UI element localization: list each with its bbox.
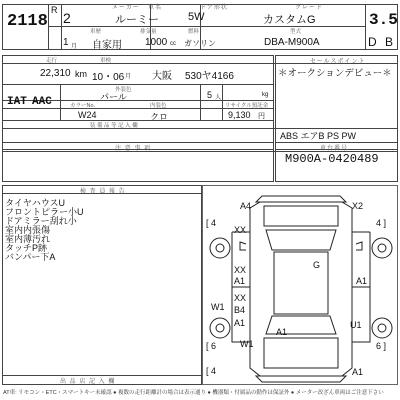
label-model: 型式 [290,29,302,35]
inspector-item: 室内薄汚れ [5,234,51,244]
lot-number: 2118 [7,12,48,31]
damage-code: A1 [356,276,368,286]
transmission: IAT [7,96,27,108]
mileage-unit: km [75,69,87,79]
chassis-label: 車台番号 [320,146,349,152]
sales-point-title: セールスポイント [310,59,366,65]
month-unit: 月 [71,44,78,50]
label-fuel: 燃料 [188,29,200,35]
damage-code: W1 [240,339,254,349]
grade: カスタムG [263,14,316,26]
damage-code: XX [234,293,247,303]
inspector-item: ドアミラー刮れ小 [5,216,77,226]
auction-score: 3.5 [369,11,398,29]
label-interior-color: 内装色 [150,103,167,109]
dealer-label: 出 品 店 記 入 欄 [60,379,116,385]
inspector-item: 室内内張傷 [5,225,51,235]
mileage-value: 22,310 [40,68,71,79]
plate-number: 530ヤ4166 [185,71,234,82]
inspection-value: 10・06 [92,72,125,83]
tire-depth: [ 6 [206,341,217,351]
damage-code: X2 [352,201,364,211]
interior-color: クロ [150,112,169,122]
label-recycle: リサイクル預託金 [225,103,269,109]
year-number: 2 [63,10,71,26]
label-color-no: カラーNo. [70,103,96,109]
damage-code: W1 [211,302,225,312]
inspection-unit: 月 [125,74,132,80]
inspector-item: タッチP跡 [5,243,48,253]
damage-code: A1 [352,367,364,377]
month-number: 1 [63,37,69,48]
door-type: 5W [188,11,205,23]
label-inspection: 車検 [100,58,112,64]
displacement: 1000 [145,37,168,48]
exterior-grade: B [385,35,394,49]
color-number: W24 [78,110,97,120]
recycle-unit: 円 [258,113,265,120]
damage-code: A4 [240,201,252,211]
recycle-fee: 9,130 [228,110,251,120]
diagram-frame [202,185,398,385]
label-car: 車名 [148,5,163,11]
damage-code: A1 [234,318,246,328]
label-mileage: 走行 [46,58,58,64]
equipment-list: ABS エアB PS PW [280,131,357,141]
inspector-item: タイヤハウスU [5,198,66,208]
tire-depth: 6 ] [376,341,387,351]
chassis-number: M900A-0420489 [285,152,379,166]
interior-grade: D [368,35,377,49]
damage-code: A1 [276,327,288,337]
fuel-type: ガソリン [184,39,216,48]
seat-unit: 人 [215,95,222,101]
load-unit: kg [262,92,269,98]
inspector-item: フロントピラー小U [5,207,84,217]
notes-title: 注 意 事 項 [115,146,152,152]
spare-tire-depth: [ 4 [206,366,217,376]
damage-code: XX [234,265,247,275]
usage: 自家用 [92,40,122,51]
equipment-label: 装 備 品 等 記 入 欄 [90,123,138,129]
tire-depth: [ 4 [206,218,217,228]
tire-depth: 4 ] [376,218,387,228]
seat-count: 5 [207,90,213,100]
damage-code: U1 [350,320,362,330]
plate-region: 大阪 [152,71,172,82]
cc-unit: cc [170,41,176,47]
damage-code: G [313,260,321,270]
damage-code: B4 [234,305,246,315]
year-era: R [51,5,58,15]
label-displacement: 排気量 [140,29,157,35]
label-grade: グレード [295,5,324,11]
label-history: 車歴 [90,29,102,35]
sales-point-text: ＊オークションデビュー＊ [278,68,392,79]
inspector-title: 検 査 員 報 告 [80,189,126,195]
exterior-color: パール [100,92,127,102]
footer-disclaimer: AT車: リモコン・ETC・スマートキー未確認 ● 複数の走行距離計の場合は表示通り ● 機器類・付属品の動作は保証外 ● メーター改ざん車両はご注意下さい [3,390,384,396]
car-name: ルーミー [115,14,159,26]
label-doors: ドア形状 [200,5,228,11]
damage-code: A1 [234,276,246,286]
label-maker: メーカー [112,5,140,11]
air-conditioner: AAC [32,96,52,108]
damage-code: XX [234,225,247,235]
model-code: DBA-M900A [264,37,320,48]
label-color: 外装色 [115,87,132,93]
inspector-item: バンパー下A [5,252,56,262]
